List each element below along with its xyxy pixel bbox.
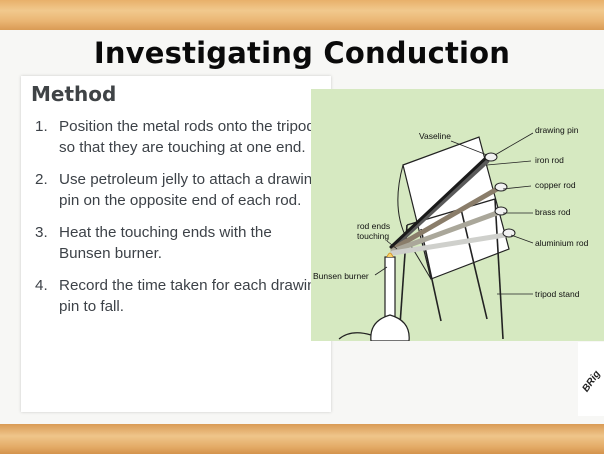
- method-step: [35, 275, 327, 317]
- watermark-logo: [578, 342, 604, 416]
- label-drawing-pin: drawing pin: [535, 125, 579, 135]
- step-number: 3.: [35, 224, 48, 241]
- step-text: Use petroleum jelly to attach a drawing pin on the opposite end of each rod.: [59, 171, 321, 209]
- wood-border-bottom: [0, 424, 604, 454]
- pin-icon: [485, 153, 497, 161]
- label-vaseline: Vaseline: [419, 131, 451, 141]
- pin-icon: [495, 183, 507, 191]
- method-heading: Method: [31, 82, 117, 106]
- logo-text: BRig: [580, 368, 603, 395]
- bunsen-burner: [339, 253, 409, 341]
- method-step: [35, 169, 327, 211]
- method-panel: [21, 76, 331, 412]
- slide: [0, 30, 604, 424]
- label-copper-rod: copper rod: [535, 180, 576, 190]
- label-rod-ends: rod ends: [357, 221, 391, 231]
- step-text: Record the time taken for each drawing pin to fall.: [59, 277, 325, 315]
- method-step: [35, 116, 327, 158]
- pin-icon: [495, 207, 507, 215]
- label-iron-rod: iron rod: [535, 155, 564, 165]
- label-bunsen-burner: Bunsen burner: [313, 271, 369, 281]
- label-aluminium-rod: aluminium rod: [535, 238, 589, 248]
- wood-border-top: [0, 0, 604, 30]
- method-step: [35, 222, 327, 264]
- step-number: 1.: [35, 118, 48, 135]
- step-number: 2.: [35, 171, 48, 188]
- step-number: 4.: [35, 277, 48, 294]
- label-tripod-stand: tripod stand: [535, 289, 580, 299]
- conduction-diagram: [311, 89, 604, 341]
- method-steps: [35, 116, 327, 328]
- step-text: Position the metal rods onto the tripod so that they are touching at one end.: [59, 118, 315, 156]
- label-rod-ends-touching: touching: [357, 231, 390, 241]
- slide-title: Investigating Conduction: [93, 36, 511, 70]
- step-text: Heat the touching ends with the Bunsen burner.: [59, 224, 272, 262]
- label-brass-rod: brass rod: [535, 207, 571, 217]
